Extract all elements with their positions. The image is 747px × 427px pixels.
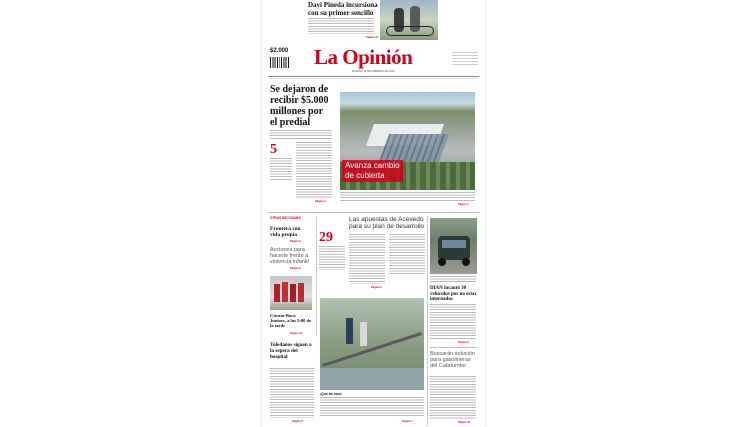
section-rule (268, 212, 479, 213)
dian-photo-caption (430, 276, 476, 282)
water (320, 368, 424, 390)
lead-stat-number: 5 (270, 142, 277, 157)
lead-intro (270, 130, 332, 140)
gas-more[interactable]: Página 10 (458, 421, 471, 424)
bottom-left-body (270, 368, 314, 418)
center-stat-text (319, 246, 345, 270)
caption-text (320, 397, 424, 417)
sidebar-item-3-title[interactable]: Cúcuta-Boca Juniors, a las 5:00 de la tarde (270, 313, 312, 329)
person-1 (346, 318, 353, 344)
lead-headline: Se dejaron de recibir $5.000 millones por el predial (270, 84, 329, 128)
photo-more: Página 4 (458, 203, 469, 206)
column-divider-2 (427, 216, 428, 426)
overlay-line-2: de cubierta (345, 171, 385, 180)
center-bridge-photo (320, 298, 424, 390)
teaser-title: Dayi Pineda incursiona con su primer sencillo (308, 1, 378, 17)
teaser-photo (380, 0, 438, 40)
lead-stat-text (270, 158, 292, 180)
center-story[interactable] (319, 216, 425, 296)
center-headline: Las apuestas de Acevedo para su plan de desarrollo (349, 216, 425, 231)
teaser-text (308, 18, 374, 34)
center-more: Página 2 (371, 286, 382, 289)
roof-frame (379, 134, 449, 162)
sidebar-section-label: OTRAS SECCIONES (270, 216, 301, 220)
barcode (270, 57, 290, 68)
sidebar-item-2-more[interactable]: Página 6 (290, 267, 301, 270)
center-body-col-2 (389, 234, 425, 274)
gas-headline[interactable]: Buscarán solución para gasolineras del Catatumbo (430, 351, 475, 370)
lead-more: Página 3 (315, 200, 326, 203)
photo-overlay-title (342, 160, 403, 182)
column-divider-1 (316, 216, 317, 336)
sidebar-item-1-more[interactable]: Página 5 (290, 240, 301, 243)
person-2 (360, 322, 367, 346)
gas-body (430, 376, 476, 420)
dian-vehicle-photo (430, 218, 477, 274)
top-teaser[interactable] (308, 0, 438, 42)
center-photo-more: Página 7 (402, 420, 413, 423)
sidebar-item-3-more[interactable]: Página 14 (290, 332, 303, 335)
bridge-rail (322, 332, 422, 367)
dian-headline[interactable]: DIAN incautó 30 vehículos por no estar internados (430, 286, 477, 303)
photo-caption-text (340, 192, 475, 202)
sidebar-item-1-title[interactable]: Frontera con vida propia (270, 226, 301, 238)
center-photo-caption (320, 392, 424, 417)
masthead-index (452, 52, 478, 66)
bottom-left-headline[interactable]: Toledanos siguen a la espera del hospital (270, 342, 312, 360)
overlay-line-1: Avanza cambio (345, 161, 400, 170)
center-stat-number: 29 (319, 230, 333, 245)
masthead-rule (268, 76, 479, 77)
lead-story[interactable] (270, 84, 340, 204)
dian-more[interactable]: Página 9 (458, 341, 469, 344)
sidebar (270, 216, 314, 336)
caption-title: ¡Qué tal esto! (320, 392, 342, 396)
masthead-date: MARTES 14 DE FEBRERO DE 2023 (352, 70, 395, 73)
masthead-subline (270, 78, 476, 79)
sidebar-item-2-title[interactable]: Acciones para hacerle frente a violencia infantil (270, 247, 309, 266)
right-rule (430, 347, 477, 348)
masthead-logo: La Opinión (314, 45, 413, 69)
sidebar-sports-photo (270, 276, 312, 310)
center-body-col-1 (349, 234, 385, 284)
lead-body (296, 142, 332, 198)
dian-body (430, 304, 476, 340)
teaser-more: Página 12 (366, 36, 379, 39)
price-label: $2.000 (270, 48, 289, 54)
bottom-left-more: Página 8 (292, 420, 303, 423)
newspaper-front-page (262, 0, 485, 427)
